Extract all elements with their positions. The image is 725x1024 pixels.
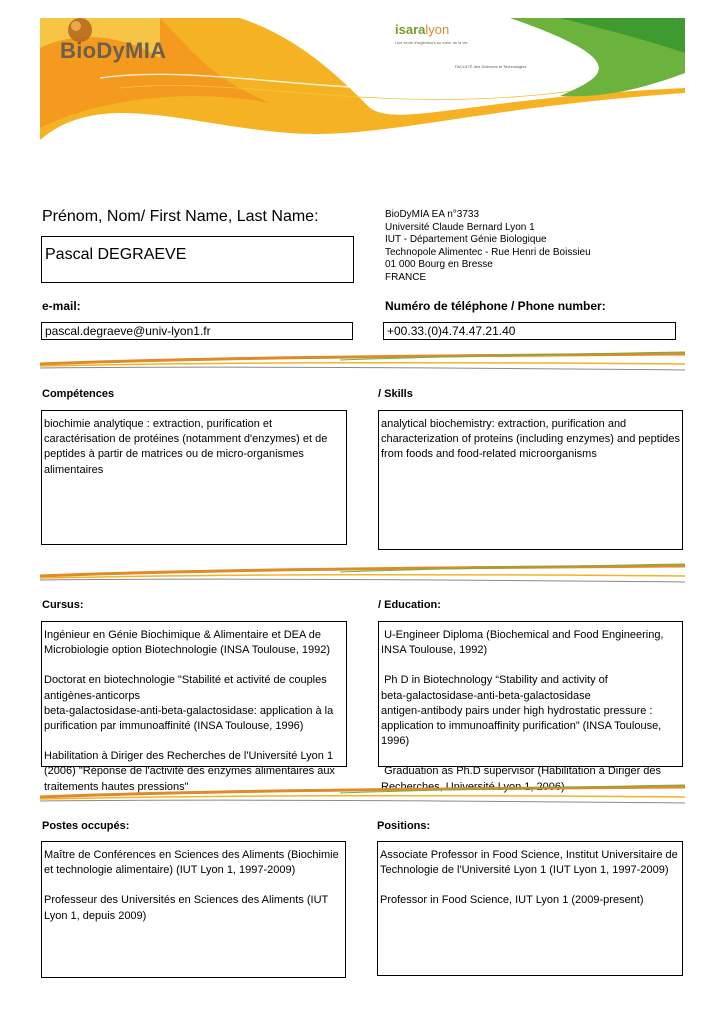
name-box [41, 236, 354, 283]
skills-text-en: analytical biochemistry: extraction, purification and characterization of proteins (including enzymes) and peptides from foods and food-related microorganisms [381, 418, 684, 461]
address-line: BioDyMIA EA n°3733 [385, 209, 480, 220]
phone-box [383, 322, 676, 340]
email-box [41, 322, 353, 340]
positions-label-en: Positions: [377, 820, 431, 832]
name-label: Prénom, Nom/ First Name, Last Name: [42, 208, 319, 225]
address-line: FRANCE [385, 271, 427, 283]
positions-label-fr: Postes occupés: [42, 820, 130, 832]
positions-item-en: Professor in Food Science, IUT Lyon 1 (2009-present) [380, 894, 644, 907]
isara-tagline: Une école d'ingénieurs au cœur de la vie [395, 40, 468, 45]
positions-item-fr: Professeur des Universités en Sciences des Aliments (IUT Lyon 1, depuis 2009) [44, 894, 332, 922]
skills-label-fr: Compétences [42, 388, 115, 400]
address-line: 01 000 Bourg en Bresse [385, 259, 493, 271]
isara-logo: isaralyon [395, 22, 450, 37]
name-value: Pascal DEGRAEVE [45, 246, 187, 263]
positions-box-fr [41, 841, 346, 978]
header-banner [40, 18, 685, 140]
section-divider [40, 562, 685, 586]
address-line: IUT - Département Génie Biologique [385, 234, 547, 246]
education-item-fr: Doctorat en biotechnologie "Stabilité et activité de couples antigènes-anticorps beta-galactosidase-anti-beta-galactosidase: application à la purification par immunoaffinité (INSA Toulouse, 1996) [44, 674, 334, 733]
education-label-en: / Education: [378, 599, 441, 611]
education-box-fr [41, 621, 347, 793]
skills-box-en [378, 410, 683, 550]
faculte-logo: FACULTÉ des Sciences et Technologies [455, 64, 527, 69]
skills-box-fr [41, 410, 347, 545]
positions-item-fr: Maître de Conférences en Sciences des Aliments (Biochimie et technologie alimentaire) (IUT Lyon 1, 1997-2009) [44, 849, 342, 877]
positions-box-en [377, 841, 683, 976]
skills-label-en: / Skills [378, 388, 413, 400]
phone-value: +00.33.(0)4.74.47.21.40 [387, 324, 516, 338]
education-item-en: U-Engineer Diploma (Biochemical and Food Engineering, INSA Toulouse, 1992) [381, 629, 667, 657]
phone-label: Numéro de téléphone / Phone number: [385, 299, 606, 313]
email-value: pascal.degraeve@univ-lyon1.fr [45, 324, 211, 338]
education-item-fr: Ingénieur en Génie Biochimique & Alimentaire et DEA de Microbiologie option Biotechnologie (INSA Toulouse, 1992) [44, 629, 330, 657]
section-divider [40, 350, 685, 374]
biodymia-logo: BioDyMIA [60, 38, 167, 63]
positions-item-en: Associate Professor in Food Science, Institut Universitaire de Technologie de l'Université Lyon 1 (IUT Lyon 1, 1997-2009) [380, 849, 681, 877]
education-item-en: Ph D in Biotechnology “Stability and activity of beta-galactosidase-anti-beta-galactosidase antigen-antibody pairs under high hydrostatic pressure : application to immunoaffinity purification” (INSA Toulouse, 1996) [381, 674, 662, 748]
section-divider [40, 783, 685, 807]
education-box-en [378, 621, 683, 793]
education-item-en: Graduation as Ph.D supervisor (Habilitation à Diriger des Recherches, Université Lyon 1, 2006) [381, 765, 665, 793]
address-block [385, 209, 591, 285]
education-label-fr: Cursus: [42, 599, 84, 611]
education-item-fr: Habilitation à Diriger des Recherches de l'Université Lyon 1 (2006) "Réponse de l'activité des enzymes alimentaires aux traitements hautes pressions" [44, 750, 338, 793]
address-line: Université Claude Bernard Lyon 1 [385, 221, 535, 233]
skills-text-fr: biochimie analytique : extraction, purification et caractérisation de protéines (notamment d'enzymes) et de peptides à partir de matrices ou de micro-organismes alimentaires [44, 418, 331, 476]
address-line: Technopole Alimentec - Rue Henri de Boissieu [385, 246, 591, 258]
email-label: e-mail: [42, 299, 81, 313]
